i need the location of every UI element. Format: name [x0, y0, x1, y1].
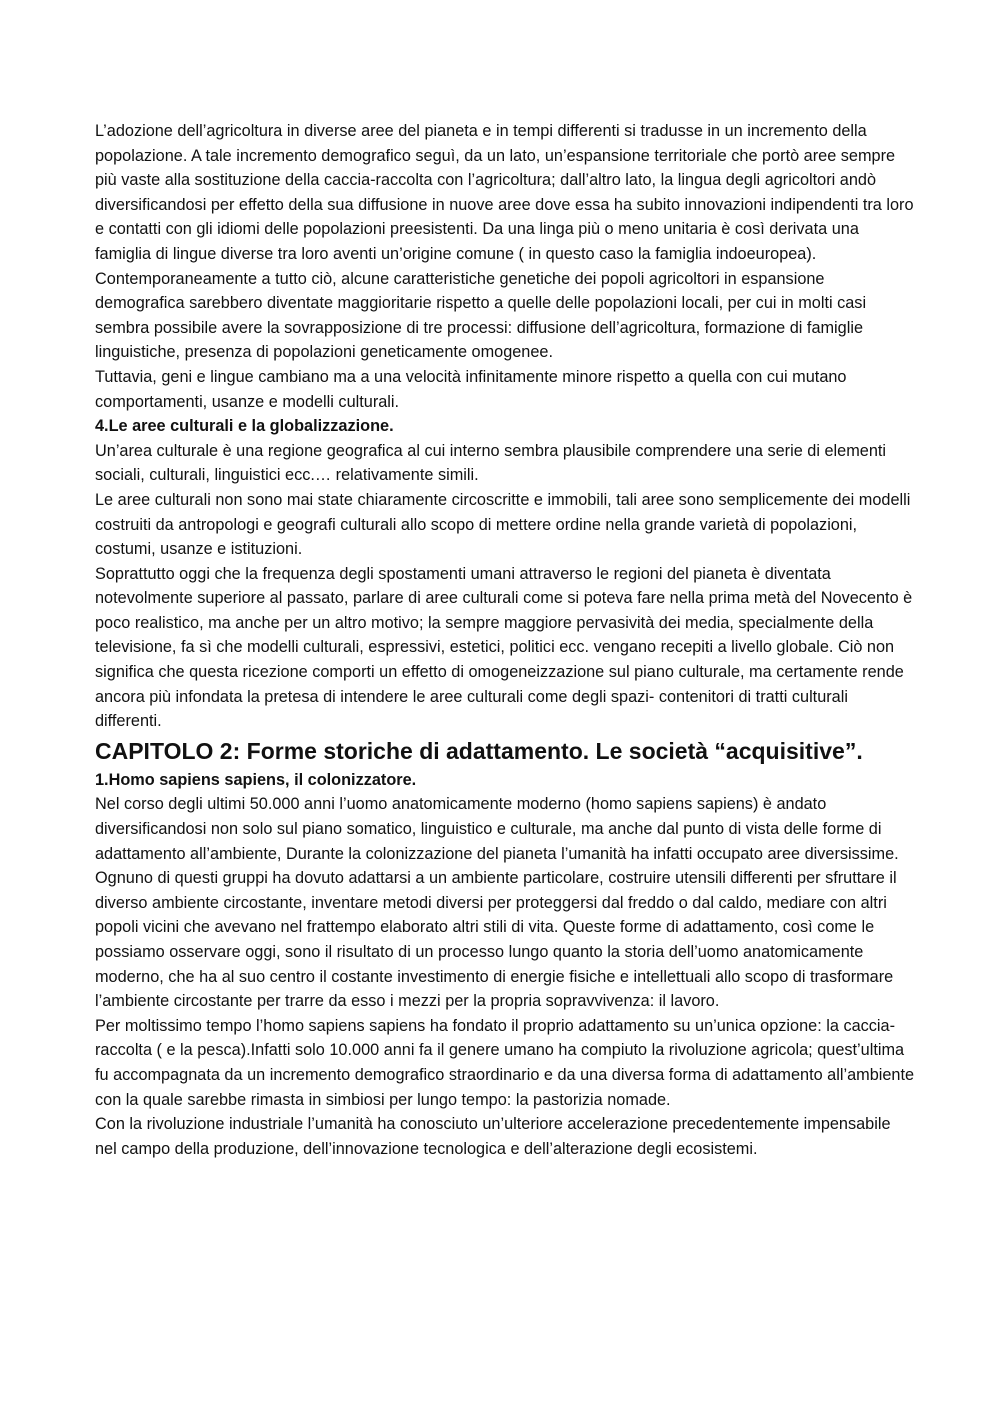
paragraph-agriculture-expansion: L’adozione dell’agricoltura in diverse aree del pianeta e in tempi differenti si tradusse in un incremento della popolazione. A tale incremento demografico seguì, da un lato, un’espansione territoriale che portò aree sempre più vaste alla sostituzione della caccia-raccolta con l’agricoltura; dall’altro lato, la lingua degli agricoltori andò diversificandosi per effetto della sua diffusione in nuove aree dove essa ha subito innovazioni indipendenti tra loro e contatti con gli idiomi delle popolazioni preesistenti. Da una linga più o meno unitaria è così derivata una famiglia di lingue diverse tra loro aventi un’origine comune ( in questo caso la famiglia indoeuropea).	[95, 122, 914, 263]
section-heading-cultural-areas: 4.Le aree culturali e la globalizzazione.	[95, 417, 394, 436]
paragraph-industrial-revolution: Con la rivoluzione industriale l’umanità ha conosciuto un’ulteriore accelerazione precedentemente impensabile nel campo della produzione, dell’innovazione tecnologica e dell’alterazione degli ecosistemi.	[95, 1115, 891, 1158]
paragraph-genetic-characteristics: Contemporaneamente a tutto ciò, alcune caratteristiche genetiche dei popoli agricoltori in espansione demografica sarebbero diventate maggioritarie rispetto a quelle delle popolazioni locali, per cui in molti casi sembra possibile avere la sovrapposizione di tre processi: diffusione dell’agricoltura, formazione di famiglie linguistiche, presenza di popolazioni geneticamente omogenee.	[95, 269, 867, 362]
document-page	[95, 119, 915, 1161]
paragraph-hunting-gathering: Per moltissimo tempo l’homo sapiens sapiens ha fondato il proprio adattamento su un’unica opzione: la caccia-raccolta ( e la pesca).Infatti solo 10.000 anni fa il genere umano ha compiuto la rivoluzione agricola; quest’ultima fu accompagnata da un incremento demografico straordinario e da una diversa forma di adattamento all’ambiente con la quale sarebbe rimasta in simbiosi per lungo tempo: la pastorizia nomade.	[95, 1016, 915, 1109]
paragraph-cultural-area-models: Le aree culturali non sono mai state chiaramente circoscritte e immobili, tali aree sono semplicemente dei modelli costruiti da antropologi e geografi culturali allo scopo di mettere ordine nella grande varietà di popolazioni, costumi, usanze e istituzioni.	[95, 490, 911, 559]
chapter-title: CAPITOLO 2: Forme storiche di adattamento. Le società “acquisitive”.	[95, 737, 863, 764]
paragraph-genes-languages: Tuttavia, geni e lingue cambiano ma a una velocità infinitamente minore rispetto a quella con cui mutano comportamenti, usanze e modelli culturali.	[95, 367, 847, 411]
section-heading-homo-sapiens: 1.Homo sapiens sapiens, il colonizzatore.	[95, 770, 417, 789]
paragraph-cultural-area-definition: Un’area culturale è una regione geografica al cui interno sembra plausibile comprendere una serie di elementi sociali, culturali, linguistici ecc.… relativamente simili.	[95, 441, 887, 485]
paragraph-globalization: Soprattutto oggi che la frequenza degli spostamenti umani attraverso le regioni del pianeta è diventata notevolmente superiore al passato, parlare di aree culturali come si poteva fare nella prima metà del Novecento è poco realistico, ma anche per un altro motivo; la sempre maggiore pervasività dei media, specialmente della televisione, fa sì che modelli culturali, espressivi, estetici, politici ecc. vengano recepiti a livello globale. Ciò non significa che questa ricezione comporti un effetto di omogeneizzazione sul piano culturale, ma certamente rende ancora più infondata la pretesa di intendere le aree culturali come degli spazi- contenitori di tratti culturali differenti.	[95, 564, 913, 731]
paragraph-adaptation-forms: Nel corso degli ultimi 50.000 anni l’uomo anatomicamente moderno (homo sapiens sapiens) è andato diversificandosi non solo sul piano somatico, linguistico e culturale, ma anche dal punto di vista delle forme di adattamento all’ambiente, Durante la colonizzazione del pianeta l’umanità ha infatti occupato aree diversissime. Ognuno di questi gruppi ha dovuto adattarsi a un ambiente particolare, costruire utensili differenti per sfruttare il diverso ambiente circostante, inventare metodi diversi per proteggersi dal freddo o dal caldo, mediare con altri popoli vicini che avevano nel frattempo elaborato altri stili di vita. Queste forme di adattamento, così come le possiamo osservare oggi, sono il risultato di un processo lungo quanto la storia dell’uomo anatomicamente moderno, che ha al suo centro il costante investimento di energie fisiche e intellettuali allo scopo di trasformare l’ambiente circostante per trarre da esso i mezzi per la propria sopravvivenza: il lavoro.	[95, 795, 899, 1011]
